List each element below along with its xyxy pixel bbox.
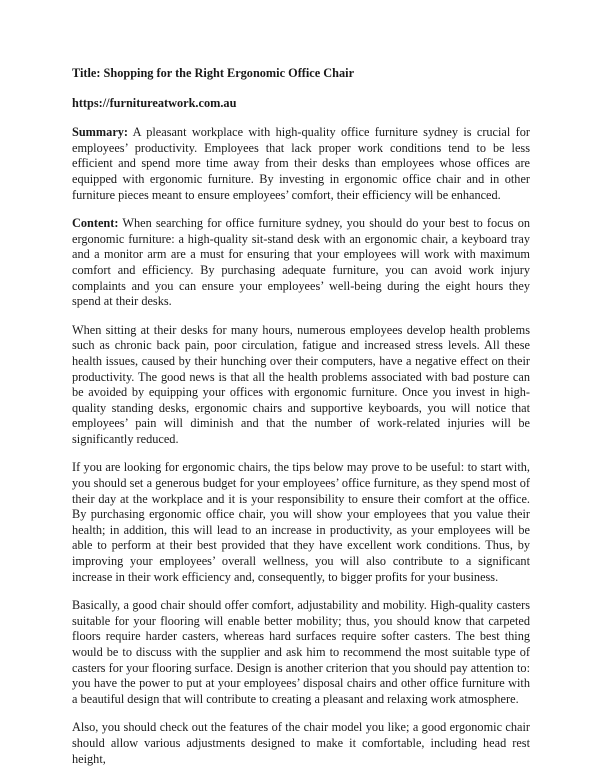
content-text: When searching for office furniture sydney, you should do your best to focus on ergonomic furniture: a high-quality sit-stand desk with an ergonomic chair, a keyboard tray and a monitor arm are a must for ensuring that your employees will work with maximum comfort and efficiency. By purchasing adequate furniture, you can avoid work injury complaints and you can ensure your employees’ well-being during the eight hours they spend at their desks. [72,216,530,309]
document-page [72,66,530,780]
content-paragraph [72,216,530,310]
summary-label: Summary: [72,125,129,140]
body-paragraph-4: Also, you should check out the features of the chair model you like; a good ergonomic chair should allow various adjustments designed to make it comfortable, including head rest height, [72,720,530,766]
document-url: https://furnitureatwork.com.au [72,95,237,110]
document-title: Title: Shopping for the Right Ergonomic Office Chair [72,66,355,80]
body-paragraph-3: Basically, a good chair should offer comfort, adjustability and mobility. High-quality casters suitable for your flooring will enable better mobility; thus, you should know that carpeted floors require harder casters, whereas hard surfaces require softer casters. The best thing would be to discuss with the supplier and ask him to recommend the most suitable type of casters for your flooring surface. Design is another criterion that you should pay attention to: you have the power to put at your employees’ disposal chairs and other office furniture with a beautiful design that will contribute to creating a pleasant and relaxing work atmosphere. [72,598,530,706]
body-paragraph-1: When sitting at their desks for many hours, numerous employees develop health problems such as chronic back pain, poor circulation, fatigue and increased stress levels. All these health issues, caused by their hunching over their computers, have a negative effect on their productivity. The good news is that all the health problems associated with bad posture can be avoided by equipping your offices with ergonomic furniture. Once you invest in high-quality standing desks, ergonomic chairs and supportive keyboards, you will notice that employees’ pain will diminish and that the number of work-related injuries will be significantly reduced. [72,322,530,446]
body-paragraph-2: If you are looking for ergonomic chairs, the tips below may prove to be useful: to start with, you should set a generous budget for your employees’ office furniture, as they spend most of their day at the workplace and it is your responsibility to ensure their comfort at the office. By purchasing ergonomic office chair, you will show your employees that you value their health; in addition, this will lead to an increase in productivity, as your employees will be able to perform at their best provided that they have excellent work conditions. Thus, by improving your employees’ overall wellness, you will also contribute to a significant increase in their work efficiency and, consequently, to bigger profits for your business. [72,460,530,584]
summary-paragraph [72,125,530,203]
content-label: Content: [72,216,119,231]
summary-text: A pleasant workplace with high-quality office furniture sydney is crucial for employees’ productivity. Employees that lack proper work conditions tend to be less efficient and spend more time away from their desks than employees whose offices are equipped with ergonomic furniture. By investing in ergonomic office chair and in other furniture pieces meant to ensure employees’ comfort, their efficiency will be enhanced. [72,125,530,202]
